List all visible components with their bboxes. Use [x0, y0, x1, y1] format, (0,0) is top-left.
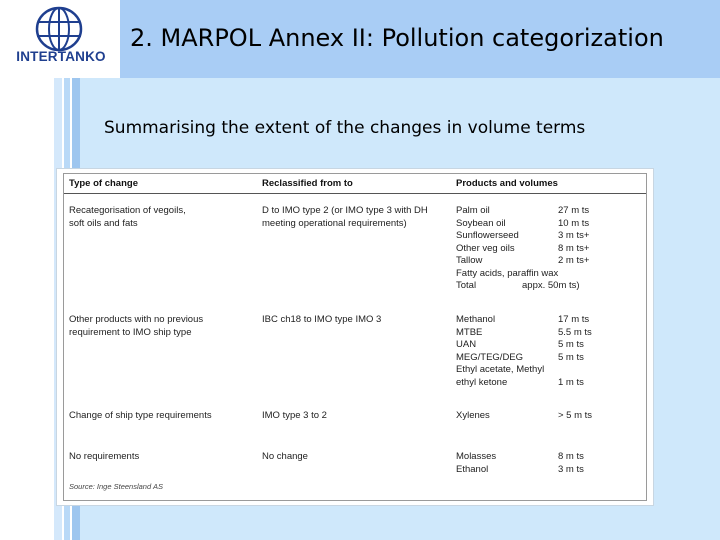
header-divider: [64, 193, 646, 194]
row4-volumes: 8 m ts 3 m ts: [558, 451, 584, 475]
table-source: Source: Inge Steensland AS: [69, 482, 163, 491]
row1-type: Recategorisation of vegoils, soft oils and fats: [69, 205, 186, 229]
column-header-products: Products and volumes: [456, 178, 558, 189]
row2-products: Methanol MTBE UAN MEG/TEG/DEG Ethyl acetate, Methyl ethyl ketone: [456, 314, 545, 388]
column-header-type: Type of change: [69, 178, 138, 189]
row4-type: No requirements: [69, 451, 140, 462]
logo-text: INTERTANKO: [16, 49, 106, 64]
row1-volumes: 27 m ts 10 m ts 3 m ts+ 8 m ts+ 2 m ts+ appx. 50m ts): [522, 205, 590, 291]
row2-volumes: 17 m ts 5.5 m ts 5 m ts 5 m ts 1 m ts: [558, 314, 592, 388]
page-title: 2. MARPOL Annex II: Pollution categorization: [130, 24, 664, 52]
volumes-table: [63, 173, 647, 501]
row4-products: Molasses Ethanol: [456, 451, 497, 475]
row1-reclassified: D to IMO type 2 (or IMO type 3 with DH meeting operational requirements): [262, 205, 428, 229]
row4-reclassified: No change: [262, 451, 308, 462]
row3-reclassified: IMO type 3 to 2: [262, 410, 327, 421]
globe-icon: [34, 6, 84, 52]
subtitle: Summarising the extent of the changes in volume terms: [104, 118, 586, 138]
row1-products: Palm oil Soybean oil Sunflowerseed Other veg oils Tallow Fatty acids, paraffin wax Total: [456, 205, 559, 291]
table-image: [56, 168, 654, 506]
row2-type: Other products with no previous requirement to IMO ship type: [69, 314, 204, 338]
row3-type: Change of ship type requirements: [69, 410, 212, 421]
row3-volumes: > 5 m ts: [558, 410, 593, 421]
logo: [0, 0, 120, 78]
row2-reclassified: IBC ch18 to IMO type IMO 3: [262, 314, 382, 325]
row3-products: Xylenes: [456, 410, 490, 421]
column-header-reclassified: Reclassified from to: [262, 178, 353, 189]
